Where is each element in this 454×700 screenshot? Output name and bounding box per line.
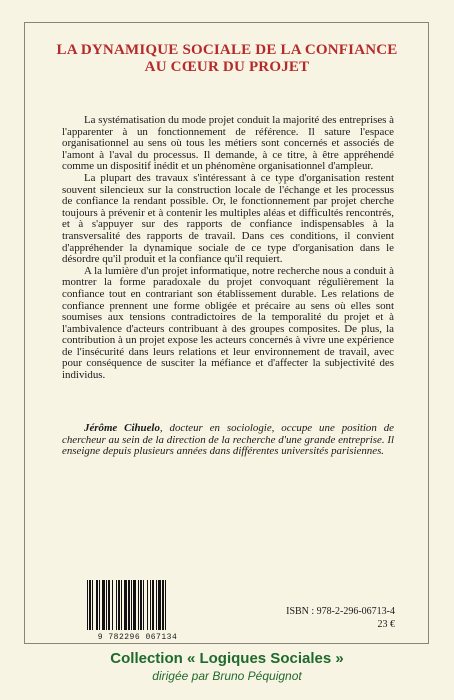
collection-name: Collection « Logiques Sociales » bbox=[110, 650, 344, 667]
barcode-bar bbox=[128, 580, 130, 630]
barcode-bar bbox=[92, 580, 93, 630]
barcode-bar bbox=[112, 580, 113, 630]
barcode-bar bbox=[138, 580, 139, 630]
title-line-1: LA DYNAMIQUE SOCIALE DE LA CONFIANCE bbox=[56, 42, 398, 58]
barcode-bar bbox=[118, 580, 120, 630]
summary-paragraph: A la lumière d'un projet informatique, notre recherche nous a conduit à montrer la forme paradoxale du projet convoquant régulièrement la confiance tout en contrariant son établissement durable. Les relations de confiance prennent une forme obligée et précaire au sens où elles sont soumises aux tensions contradictoires de la temporalité du projet et à l'ambivalence d'acteurs contribuant à des groupes composites. De plus, la contribution à un projet expose les acteurs concernés à vivre une expérience de l'insécurité dans leurs relations et leur environnement de travail, avec pour conséquence de susciter la méfiance et d'affecter la subjectivité des individus. bbox=[62, 264, 394, 382]
isbn: ISBN : 978-2-296-06713-4 bbox=[286, 606, 395, 617]
barcode-bar bbox=[140, 580, 142, 630]
barcode-bar bbox=[162, 580, 164, 630]
barcode-bar bbox=[106, 580, 107, 630]
title-line-2: AU CŒUR DU PROJET bbox=[144, 59, 310, 75]
author-bio bbox=[62, 423, 394, 458]
author-name: Jérôme Cihuelo bbox=[84, 422, 160, 434]
barcode-bar bbox=[156, 580, 157, 630]
barcode-bar bbox=[150, 580, 151, 630]
barcode-bar bbox=[89, 580, 91, 630]
barcode-bar bbox=[158, 580, 161, 630]
author-description: , docteur en sociologie, occupe une position de chercheur au sein de la direction de la recherche d'une grande entreprise. Il enseigne depuis plusieurs années dans différentes universités parisiennes. bbox=[62, 422, 394, 458]
barcode-bar bbox=[165, 580, 166, 630]
barcode bbox=[85, 580, 190, 630]
barcode-bar bbox=[99, 580, 100, 630]
barcode-bar bbox=[147, 580, 148, 630]
summary-paragraph: La plupart des travaux s'intéressant à ce type d'organisation restent souvent silencieux sur la construction locale de l'échange et les processus de confiance la rendant possible. Or, le fonctionnement par projet cherche toujours à prévenir et à contenir les multiples aléas et difficultés rencontrés, et à s'appuyer sur des rapports de confiance indispensables à la transversalité des rapports de travail. Dans ces conditions, il convient d'appréhender la dynamique sociale de ce type d'organisation dans le désordre qu'il produit et la confiance qu'il requiert. bbox=[62, 171, 394, 266]
barcode-digits: 9 782296 067134 bbox=[97, 633, 178, 642]
barcode-bar bbox=[131, 580, 132, 630]
barcode-bars bbox=[85, 580, 190, 630]
book-title bbox=[30, 42, 424, 76]
summary-paragraph: La systématisation du mode projet conduit la majorité des entreprises à l'apparenter à un fonctionnement de référence. Il sature l'espace organisationnel au sens où tous les métiers sont concernés et associés de l'amont à l'aval du processus. Il demande, à ce titre, à être appréhendé comme un dispositif inédit et un phénomène organisationnel d'ampleur. bbox=[62, 114, 394, 173]
barcode-bar bbox=[152, 580, 154, 630]
barcode-bar bbox=[124, 580, 127, 630]
barcode-bar bbox=[102, 580, 105, 630]
barcode-bar bbox=[143, 580, 144, 630]
back-cover-summary bbox=[62, 115, 394, 382]
barcode-bar bbox=[116, 580, 117, 630]
barcode-bar bbox=[87, 580, 88, 630]
barcode-bar bbox=[121, 580, 122, 630]
collection-director: dirigée par Bruno Péquignot bbox=[152, 669, 302, 683]
barcode-bar bbox=[96, 580, 98, 630]
barcode-bar bbox=[133, 580, 136, 630]
barcode-bar bbox=[108, 580, 110, 630]
price: 23 € bbox=[377, 619, 395, 630]
